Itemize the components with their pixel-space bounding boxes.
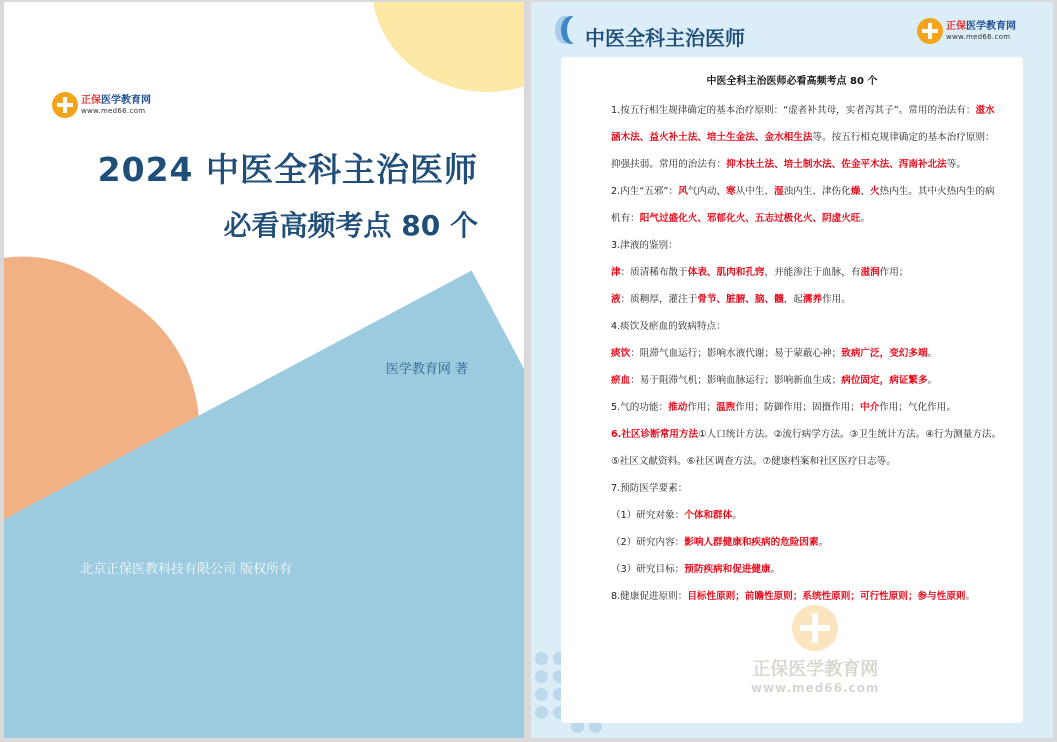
body-text: ：质稠厚，灌注于: [620, 294, 698, 305]
highlighted-text: 滋水涵木法、益火补土法、培土生金法、金水相生法: [611, 105, 995, 143]
logo-cross-icon: [52, 92, 78, 118]
body-text: 4.痰饮及瘀血的致病特点：: [611, 321, 726, 332]
body-text: 作用；气化作用。: [879, 402, 956, 413]
body-text: 。: [965, 591, 976, 602]
body-text: 等。: [946, 159, 966, 170]
logo-url: www.med66.com: [946, 32, 1011, 41]
highlighted-text: 阳气过盛化火、邪郁化火、五志过极化火、阴虚火旺: [639, 213, 861, 224]
body-text: 5.气的功能：: [611, 402, 669, 413]
body-text: ，并能渗注于血脉，有: [764, 267, 861, 278]
body-text: 3.津液的鉴别：: [611, 240, 678, 251]
watermark-url: www.med66.com: [751, 681, 880, 695]
paragraph: [611, 421, 1004, 475]
document-body: [611, 97, 1004, 610]
brand-logo: [52, 92, 151, 118]
body-text: （3）研究目标：: [611, 564, 685, 575]
body-text: ：易于阻滞气机；影响血脉运行；影响新血生成；: [630, 375, 842, 386]
paragraph: [611, 178, 1004, 232]
body-text: 从中生、: [735, 186, 774, 197]
body-text: 热内生。其中火热内生的病机有：: [611, 186, 995, 224]
body-text: ：质清稀布散于: [620, 267, 688, 278]
logo-brand-blue: 医学教育网: [966, 20, 1016, 32]
body-text: 。: [732, 510, 742, 521]
paragraph: [611, 259, 1004, 286]
highlighted-text: 6.社区诊断常用方法: [611, 429, 699, 440]
highlighted-text: 液: [611, 294, 621, 305]
paragraph: [611, 286, 1004, 313]
logo-brand-red: 正保: [81, 94, 101, 106]
body-text: 1.按五行相生规律确定的基本治疗原则：“虚者补其母，实者泻其子”。常用的治法有：: [611, 105, 976, 116]
body-text: 7.预防医学要素：: [611, 483, 688, 494]
highlighted-text: 津: [611, 267, 621, 278]
body-text: （2）研究内容：: [611, 537, 685, 548]
highlighted-text: 抑木扶土法、培土制水法、佐金平木法、泻南补北法: [726, 159, 947, 170]
highlighted-text: 滋润: [860, 267, 880, 278]
highlighted-text: 影响人群健康和疾病的危险因素: [684, 537, 819, 548]
highlighted-text: 中介: [860, 402, 880, 413]
body-text: ：阻滞气血运行；影响水液代谢；易于蒙蔽心神；: [630, 348, 842, 359]
watermark-text: 正保医学教育网: [752, 659, 879, 680]
paragraph: [611, 475, 1004, 502]
document-title: 中医全科主治医师必看高频考点 80 个: [706, 76, 878, 87]
content-page: [531, 2, 1053, 738]
body-text: 2.内生“五邪”：: [611, 186, 679, 197]
cover-title: 2024 中医全科主治医师: [97, 150, 478, 189]
watermark-logo-icon: [792, 605, 838, 651]
watermark: [751, 605, 879, 695]
decorative-yellow-shape: [372, 2, 524, 92]
logo-brand-blue: 医学教育网: [101, 94, 151, 106]
highlighted-text: 致病广泛，变幻多端: [841, 348, 928, 359]
highlighted-text: 个体和群体: [684, 510, 733, 521]
body-text: 作用；: [879, 267, 909, 278]
body-text: ，起: [783, 294, 803, 305]
highlighted-text: 燥: [850, 186, 861, 197]
paragraph: [611, 394, 1004, 421]
body-text: 作用；防御作用；固摄作用；: [735, 402, 860, 413]
content-card: [561, 57, 1023, 723]
highlighted-text: 预防疾病和促进健康: [684, 564, 771, 575]
body-text: 作用；: [687, 402, 717, 413]
highlighted-text: 骨节、脏腑、脑、髓: [697, 294, 784, 305]
paragraph: [611, 502, 1004, 529]
cover-subtitle: 必看高频考点 80 个: [223, 209, 478, 242]
paragraph: [611, 313, 1004, 340]
body-text: 。: [818, 537, 829, 548]
header-title: 中医全科主治医师: [585, 26, 745, 50]
paragraph: [611, 556, 1004, 583]
highlighted-text: 体表、肌肉和孔窍: [687, 267, 765, 278]
highlighted-text: 寒: [726, 186, 736, 197]
highlighted-text: 瘀血: [611, 375, 631, 386]
highlighted-text: 目标性原则；前瞻性原则；系统性原则；可行性原则；参与性原则: [687, 591, 966, 602]
body-text: 。: [770, 564, 781, 575]
cover-page: [4, 2, 524, 738]
body-text: 。: [860, 213, 871, 224]
logo-brand-red: 正保: [946, 20, 966, 32]
logo-cross-icon: [917, 18, 943, 44]
body-text: （1）研究对象：: [611, 510, 685, 521]
paragraph: [611, 97, 1004, 178]
highlighted-text: 火: [869, 186, 880, 197]
paragraph: [611, 367, 1004, 394]
paragraph: [611, 529, 1004, 556]
body-text: 。: [927, 375, 938, 386]
body-text: 气内动、: [687, 186, 727, 197]
highlighted-text: 病位固定，病证繁多: [841, 375, 928, 386]
paragraph: [611, 232, 1004, 259]
body-text: ①人口统计方法。②流行病学方法。③卫生统计方法。④行为测量方法。⑤社区文献资料。⑥社区调查方法。⑦健康档案和社区医疗日志等。: [611, 429, 1002, 467]
highlighted-text: 温煦: [716, 402, 736, 413]
body-text: 浊内生、津伤化: [783, 186, 851, 197]
highlighted-text: 濡养: [802, 294, 823, 305]
header-brand-logo: [917, 18, 1016, 44]
cover-author: 医学教育网 著: [385, 362, 468, 377]
paragraph: [611, 583, 1004, 610]
header-crescent-icon: [555, 16, 585, 44]
paragraph: [611, 340, 1004, 367]
highlighted-text: 推动: [668, 402, 688, 413]
highlighted-text: 湿: [774, 186, 784, 197]
highlighted-text: 风: [678, 186, 688, 197]
body-text: 8.健康促进原则：: [611, 591, 688, 602]
body-text: 。: [927, 348, 938, 359]
highlighted-text: 痰饮: [611, 348, 631, 359]
body-text: 、: [860, 186, 870, 197]
logo-url: www.med66.com: [81, 106, 146, 115]
body-text: 作用。: [822, 294, 851, 305]
body-text: 等。按五行相克规律确定的基本治疗原则：抑强扶弱。常用的治法有：: [611, 132, 995, 170]
cover-copyright: 北京正保医教科技有限公司 版权所有: [80, 562, 293, 577]
